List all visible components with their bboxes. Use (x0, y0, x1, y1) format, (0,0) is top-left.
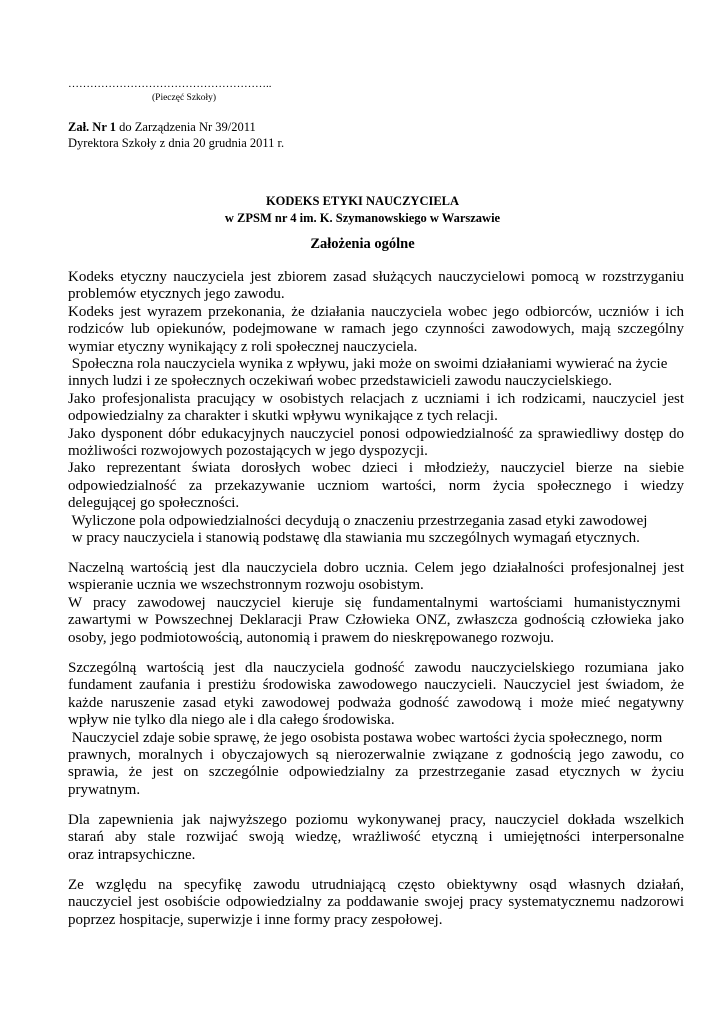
attachment-line-1 (68, 119, 284, 135)
text-line: odpowiedzialny za charakter i skutki wpływu wynikające z tych relacji. (68, 408, 498, 425)
text-line: prywatnym. (68, 781, 141, 798)
document-title: KODEKS ETYKI NAUCZYCIELA (265, 194, 460, 208)
text-line: problemów etycznych jego zawodu. (68, 286, 285, 303)
text-line: innych ludzi i ze społecznych oczekiwań wobec przedstawicieli zawodu nauczycielskiego. (68, 373, 612, 390)
text-line: wpływ nie tylko dla niego ale i dla całego środowiska. (68, 712, 395, 729)
text-line: w pracy nauczyciela i stanowią podstawę dla stawiania mu szczególnych wymagań etycznych. (68, 530, 640, 547)
text-line: Szczególną wartością jest dla nauczyciela godność zawodu nauczycielskiego rozumiana jako (68, 660, 684, 676)
text-line: Ze względu na specyfikę zawodu utrudniającą często obiektywny osąd własnych działań, (68, 877, 684, 893)
attachment-number: Zał. Nr 1 (68, 120, 117, 134)
attachment-regulation: do Zarządzenia Nr 39/2011 (116, 120, 256, 134)
text-line: Jako reprezentant świata dorosłych wobec dzieci i młodzieży, nauczyciel bierze na siebie (68, 460, 684, 477)
text-line: nauczyciel jest osobiście odpowiedzialny za poddawanie swojej pracy systematycznemu nadzorowi (68, 894, 684, 911)
text-line: rodziców lub opiekunów, podejmowane w ramach jego czynności zawodowych, mają szczególny (68, 321, 684, 338)
text-line: starań aby stale rozwijać swoją wiedzę, wrażliwość etyczną i umiejętności interpersonalne (68, 829, 684, 846)
text-line: Kodeks etyczny nauczyciela jest zbiorem zasad służących nauczycielowi pomocą w rozstrzyganiu (68, 269, 684, 285)
text-line: osoby, jego podmiotowością, autonomią i prawem do nieskrępowanego rozwoju. (68, 629, 555, 646)
text-line: delegującej go społeczności. (68, 495, 240, 512)
section-heading: Założenia ogólne (310, 236, 415, 252)
paragraph-block (68, 560, 684, 647)
paragraph-block (68, 812, 684, 864)
text-line: Jako profesjonalista pracujący w osobistych relacjach z uczniami i ich rodzicami, nauczyciel jest (68, 390, 684, 407)
text-line: zawartymi w Powszechnej Deklaracji Praw Człowieka ONZ, zwłaszcza godnością człowieka jako (68, 612, 684, 629)
text-line: możliwości rozwojowych pozostających w jego dyspozycji. (68, 443, 428, 460)
text-line: Jako dysponent dóbr edukacyjnych nauczyciel ponosi odpowiedzialność za sprawiedliwy dostęp do (68, 425, 684, 442)
text-line: fundament zaufania i prestiżu środowiska zawodowego nauczycieli. Nauczyciel jest świadom, że (68, 677, 684, 694)
text-line: poprzez hospitacje, superwizje i inne formy pracy zespołowej. (68, 911, 443, 928)
text-line: wymiar etyczny wynikający z roli społecznej nauczyciela. (68, 338, 418, 355)
text-line: Kodeks jest wyrazem przekonania, że działania nauczyciela wobec jego odbiorców, uczniów i ich (68, 303, 684, 320)
paragraph-block (68, 660, 684, 799)
paragraph-block (68, 877, 684, 929)
text-line: oraz intrapsychiczne. (68, 846, 196, 863)
text-line: W pracy zawodowej nauczyciel kieruje się fundamentalnymi wartościami humanistycznymi (68, 594, 681, 611)
paragraph-block (68, 269, 684, 548)
stamp-label: (Pieczęć Szkoły) (152, 93, 217, 103)
text-line: sprawia, że jest on szczególnie odpowiedzialny za przestrzeganie zasad etycznych w życiu (68, 764, 684, 781)
document-subtitle-school: w ZPSM nr 4 im. K. Szymanowskiego w Warszawie (224, 211, 501, 225)
text-line: Wyliczone pola odpowiedzialności decydują o znaczeniu przestrzegania zasad etyki zawodowej (68, 512, 648, 529)
text-line: Nauczyciel zdaje sobie sprawę, że jego osobista postawa wobec wartości życia społecznego, norm (68, 729, 663, 746)
attachment-line-2: Dyrektora Szkoły z dnia 20 grudnia 2011 r. (68, 136, 285, 150)
text-line: wspieranie ucznia we wszechstronnym rozwoju osobistym. (68, 577, 424, 594)
text-line: prawnych, moralnych i obyczajowych są nierozerwalnie związane z godnością jego zawodu, co (68, 747, 684, 764)
attachment-note (68, 119, 284, 151)
text-line: Naczelną wartością jest dla nauczyciela dobro ucznia. Celem jego działalności profesjonalnej jest (68, 560, 684, 576)
text-line: odpowiedzialność za przekazywanie uczniom wartości, norm życia społecznego i wiedzy (68, 477, 684, 494)
text-line: każde naruszenie zasad etyki zawodowej podważa godność zawodową i może mieć negatywny (68, 694, 684, 711)
text-line: Dla zapewnienia jak najwyższego poziomu wykonywanej pracy, nauczyciel dokłada wszelkich (68, 812, 684, 828)
text-line: Społeczna rola nauczyciela wynika z wpływu, jaki może on swoimi działaniami wywierać na życie (68, 356, 668, 373)
stamp-placeholder-dots: ……………………………………………….. (68, 78, 272, 90)
